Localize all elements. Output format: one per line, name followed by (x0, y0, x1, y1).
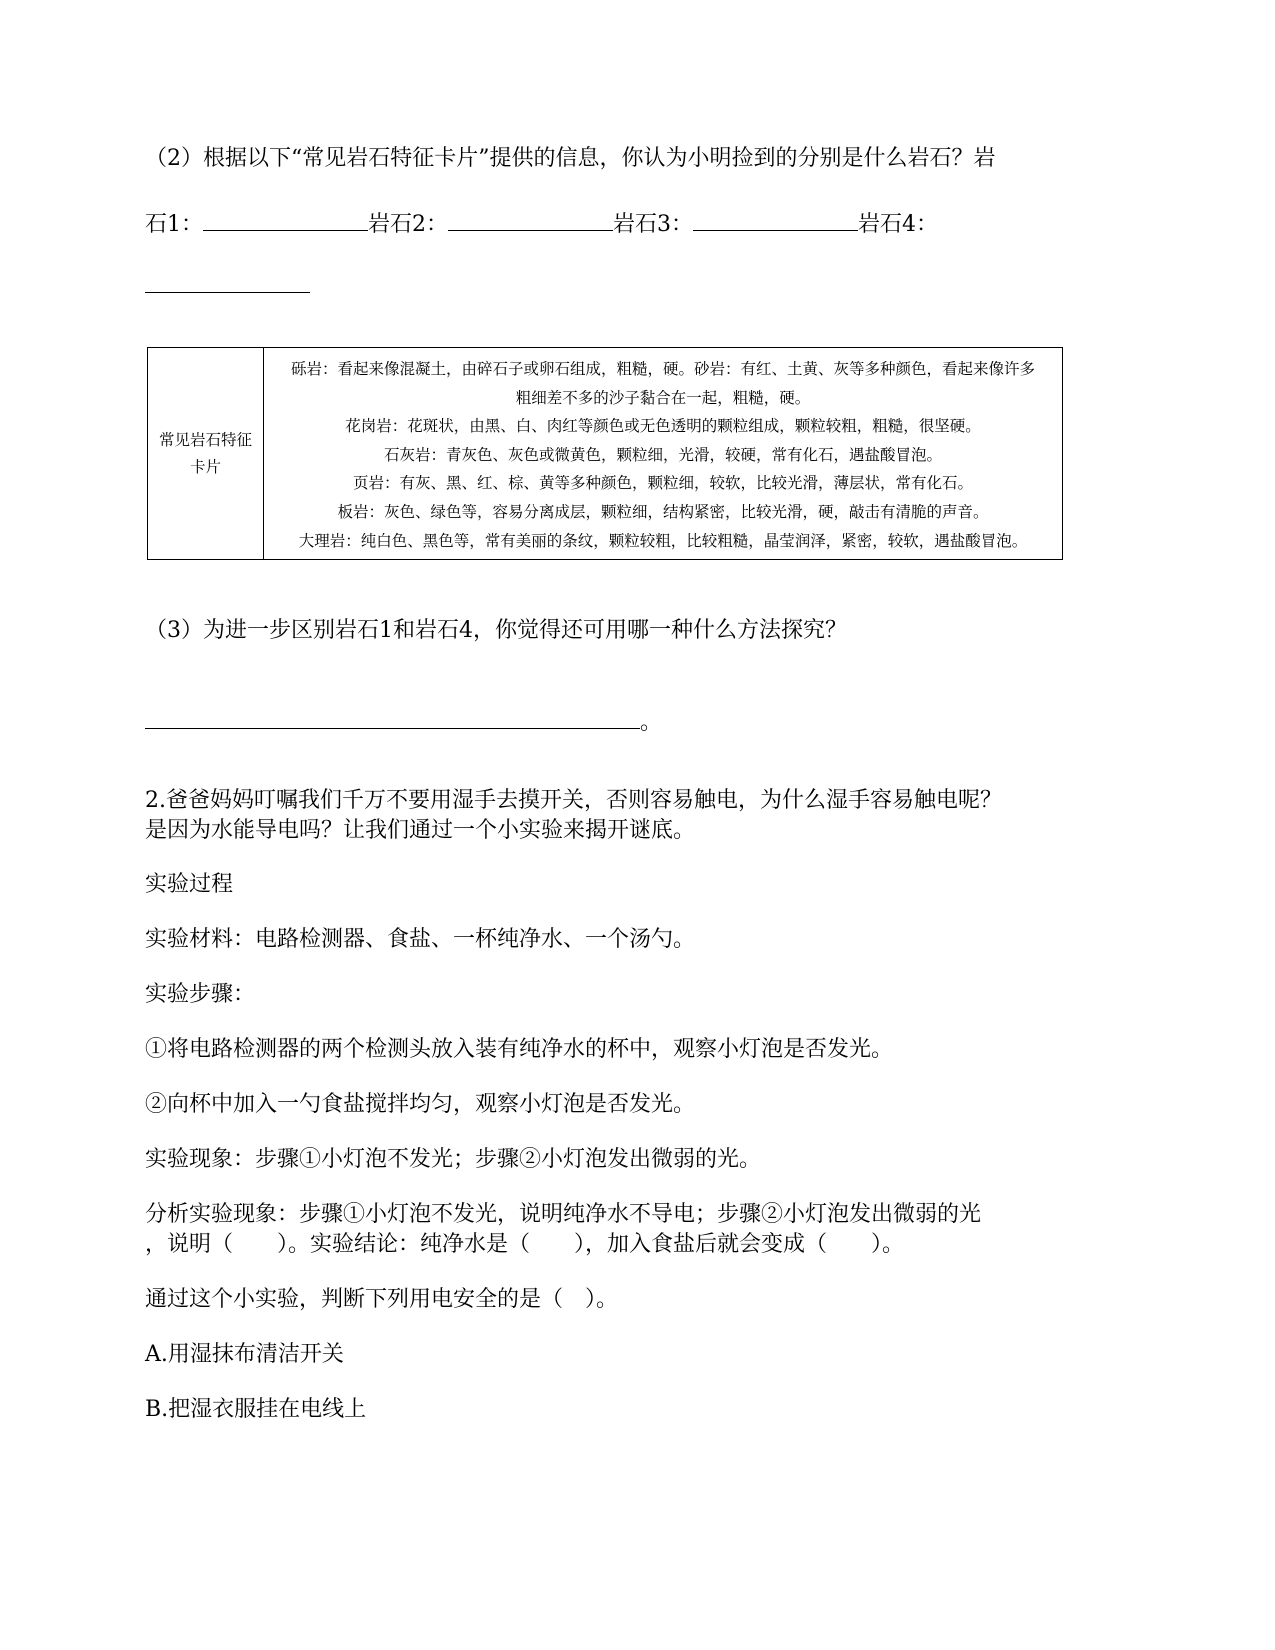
analysis-line1: 分析实验现象：步骤①小灯泡不发光，说明纯净水不导电；步骤②小灯泡发出微弱的光 (145, 1202, 982, 1227)
rock-card-header: 常见岩石特征卡片 (148, 348, 264, 559)
problem2-intro-line2: 是因为水能导电吗？让我们通过一个小实验来揭开谜底。 (145, 818, 696, 843)
phenomenon-text: 实验现象：步骤①小灯泡不发光；步骤②小灯泡发出微弱的光。 (145, 1147, 762, 1172)
materials-text: 实验材料：电路检测器、食盐、一杯纯净水、一个汤勺。 (145, 927, 696, 952)
rock4-answer-line (145, 268, 310, 302)
q2-prompt: （2）根据以下“常见岩石特征卡片”提供的信息，你认为小明捡到的分别是什么岩石？岩 (145, 146, 996, 171)
q3-blank[interactable] (145, 704, 640, 729)
rock1-blank[interactable] (203, 206, 368, 231)
rock-feature-card (147, 347, 1063, 560)
safety-question: 通过这个小实验，判断下列用电安全的是（ ）。 (145, 1287, 619, 1312)
option-a[interactable]: A.用湿抹布清洁开关 (145, 1342, 344, 1367)
rock-card-line: 粗细差不多的沙子黏合在一起，粗糙，硬。 (515, 388, 811, 407)
step-1: ①将电路检测器的两个检测头放入装有纯净水的杯中，观察小灯泡是否发光。 (145, 1037, 894, 1062)
q3-answer-suffix: 。 (640, 710, 663, 735)
rock-card-body (264, 348, 1062, 559)
rock-card-line: 砾岩：看起来像混凝土，由碎石子或卵石组成，粗糙，硬。砂岩：有红、土黄、灰等多种颜色，看起来像许多 (290, 360, 1035, 378)
rock4-blank[interactable] (145, 268, 310, 293)
rock-card-line: 石灰岩：青灰色、灰色或微黄色，颗粒细，光滑，较硬，常有化石，遇盐酸冒泡。 (383, 445, 942, 464)
rock3-blank[interactable] (693, 206, 858, 231)
rock-card-line: 板岩：灰色、绿色等，容易分离成层，颗粒细，结构紧密，比较光滑，硬，敲击有清脆的声音。 (337, 502, 989, 521)
rock2-label: 岩石2： (368, 212, 448, 237)
process-heading: 实验过程 (145, 872, 234, 897)
rock-card-line: 页岩：有灰、黑、红、棕、黄等多种颜色，颗粒细，较软，比较光滑，薄层状，常有化石。 (352, 474, 973, 493)
q3-answer-line (145, 704, 662, 738)
rock4-label: 岩石4： (858, 212, 938, 237)
analysis-line2: ，说明（ ）。实验结论：纯净水是（ ），加入食盐后就会变成（ ）。 (145, 1232, 905, 1257)
rock2-blank[interactable] (448, 206, 613, 231)
rock3-label: 岩石3： (613, 212, 693, 237)
rock1-label: 石1： (145, 212, 203, 237)
rock-card-line: 大理岩：纯白色、黑色等，常有美丽的条纹，颗粒较粗，比较粗糙，晶莹润泽，紧密，较软，遇盐酸冒泡。 (298, 531, 1028, 550)
steps-heading: 实验步骤： (145, 982, 256, 1007)
problem2-intro-line1: 2.爸爸妈妈叮嘱我们千万不要用湿手去摸开关，否则容易触电，为什么湿手容易触电呢？ (145, 788, 1002, 813)
q3-prompt: （3）为进一步区别岩石1和岩石4，你觉得还可用哪一种什么方法探究？ (145, 618, 847, 643)
rock-card-line: 花岗岩：花斑状，由黑、白、肉红等颜色或无色透明的颗粒组成，颗粒较粗，粗糙，很坚硬。 (345, 417, 981, 436)
option-b[interactable]: B.把湿衣服挂在电线上 (145, 1397, 367, 1422)
q2-answer-line (145, 206, 938, 240)
step-2: ②向杯中加入一勺食盐搅拌均匀，观察小灯泡是否发光。 (145, 1092, 696, 1117)
